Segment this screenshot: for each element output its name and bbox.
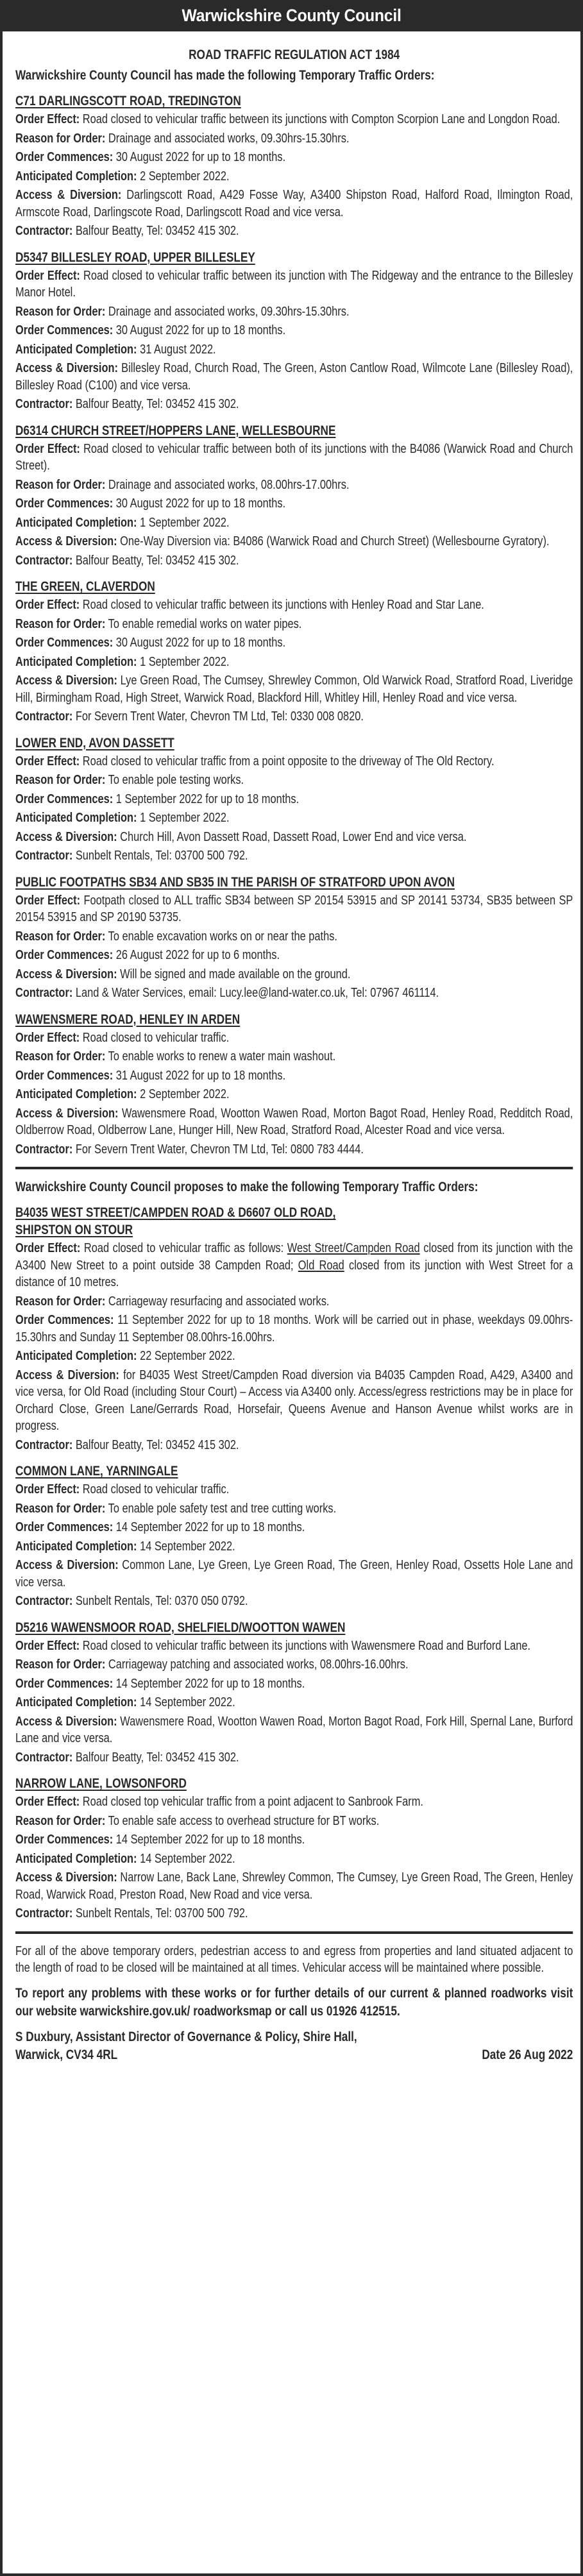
field-label: Order Commences: [15,1833,114,1847]
field-value: 14 September 2022. [140,1851,235,1866]
field-label: Access & Diversion: [15,1714,117,1729]
field-label: Order Effect: [15,112,80,126]
field-value: Sunbelt Rentals, Tel: 03700 500 792. [75,849,248,863]
field-value: 14 September 2022. [140,1539,235,1554]
order-title: D6314 CHURCH STREET/HOPPERS LANE, WELLESBOURNE [15,423,336,438]
field-value: 14 September 2022. [140,1695,235,1709]
order-commences [15,1067,573,1085]
order-commences [15,1675,573,1693]
effect-road-old-road: Old Road [298,1258,344,1273]
field-label: Access & Diversion: [15,1870,117,1885]
order-effect [15,1030,573,1047]
order-access [15,1367,573,1435]
notice-body [3,31,580,2071]
order-reason [15,616,573,633]
order-access [15,1713,573,1747]
field-value: Balfour Beatty, Tel: 03452 415 302. [75,397,239,411]
order-access [15,1869,573,1903]
order-completion [15,1851,573,1868]
field-value: Road closed to vehicular traffic between both of its junctions with the B4086 (Warwick Road and Church Street). [15,441,573,473]
order-completion [15,809,573,827]
field-value: 14 September 2022 for up to 18 months. [115,1520,305,1534]
field-value: Common Lane, Lye Green, Lye Green Road, The Green, Henley Road, Ossetts Hole Lane and vice versa. [15,1558,573,1589]
field-label: Reason for Order: [15,1501,106,1516]
signature-address: Warwick, CV34 4RL [15,2047,118,2062]
effect-road-west-street: West Street/Campden Road [287,1241,420,1255]
field-label: Access & Diversion: [15,188,122,202]
field-label: Order Commences: [15,496,114,511]
field-label: Reason for Order: [15,773,106,787]
order-title: NARROW LANE, LOWSONFORD [15,1776,187,1791]
field-label: Access & Diversion: [15,1558,119,1572]
order-title-line2: SHIPSTON ON STOUR [15,1223,133,1237]
report-problems-note: To report any problems with these works or for further details of our current & planned roadworks visit our website warwickshire.gov.uk/ roadworksmap or call us 01926 412515. [15,1985,573,2019]
field-label: Anticipated Completion: [15,811,137,825]
field-label: Access & Diversion: [15,534,117,548]
field-label: Order Effect: [15,1030,80,1045]
field-label: Access & Diversion: [15,1368,119,1382]
field-value: To enable pole safety test and tree cutting works. [108,1501,337,1516]
field-value: For Severn Trent Water, Chevron TM Ltd, Tel: 0330 008 0820. [75,709,364,724]
field-label: Contractor: [15,1437,73,1452]
order-reason [15,772,573,789]
order-access [15,966,573,983]
order-wawensmere-road-henley-in-arden [15,1011,573,1158]
field-label: Reason for Order: [15,1049,106,1063]
field-label: Order Commences: [15,1676,114,1691]
field-label: Contractor: [15,1142,73,1157]
field-value: Carriageway patching and associated works, 08.00hrs-16.00hrs. [108,1657,409,1672]
order-reason [15,1813,573,1830]
order-title [15,1204,573,1239]
order-access [15,360,573,394]
field-label: Order Effect: [15,268,80,283]
order-contractor [15,552,573,570]
field-label: Reason for Order: [15,1294,106,1309]
order-effect [15,267,573,301]
order-d5347-billesley-road-upper-billesley [15,249,573,413]
proposed-orders-intro: Warwickshire County Council proposes to make the following Temporary Traffic Orders: [15,1180,478,1194]
field-label: Order Commences: [15,948,114,962]
notice-date: Date 26 Aug 2022 [482,2047,573,2062]
council-title: Warwickshire County Council [26,0,557,31]
order-c71-darlingscott-road-tredington [15,92,573,240]
order-reason [15,1293,573,1310]
field-label: Anticipated Completion: [15,654,137,669]
field-label: Order Commences: [15,1313,114,1327]
field-value: 1 September 2022. [140,811,230,825]
order-effect [15,892,573,926]
field-value: To enable excavation works on or near the paths. [108,929,337,944]
field-value: To enable safe access to overhead structure for BT works. [108,1813,380,1828]
field-value: To enable remedial works on water pipes. [108,616,302,631]
signature-block [15,2028,573,2064]
order-effect [15,753,573,770]
field-label: Order Commences: [15,792,114,806]
field-label: Order Commences: [15,150,114,164]
order-access [15,533,573,550]
order-contractor [15,1141,573,1158]
field-value: 14 September 2022 for up to 18 months. [115,1676,305,1691]
field-label: Contractor: [15,709,73,724]
effect-text: closed from its junction with West Street for a distance of 10 metres. [15,1258,573,1289]
field-value: Drainage and associated works, 09.30hrs-15.30hrs. [108,304,350,319]
order-reason [15,130,573,148]
field-value: Road closed to vehicular traffic. [82,1482,230,1496]
order-effect [15,441,573,475]
field-label: Anticipated Completion: [15,515,137,530]
field-value: 1 September 2022. [140,654,230,669]
field-label: Contractor: [15,986,73,1000]
order-contractor [15,1905,573,1922]
field-value: Road closed to vehicular traffic between its junction with The Ridgeway and the entrance to the Billesley Manor Hotel. [15,268,573,300]
field-label: Order Effect: [15,1482,80,1496]
field-value: 14 September 2022 for up to 18 months. [115,1833,305,1847]
field-label: Order Effect: [15,1795,80,1809]
effect-text: Road closed to vehicular traffic as follows: [83,1241,287,1255]
header-banner [0,0,583,31]
field-value: Will be signed and made available on the ground. [120,967,351,981]
field-label: Contractor: [15,1750,73,1765]
field-value: 26 August 2022 for up to 6 months. [115,948,280,962]
field-value: Drainage and associated works, 09.30hrs-15.30hrs. [108,131,350,146]
field-label: Order Effect: [15,754,80,768]
field-value: Road closed to vehicular traffic between its junctions with Compton Scorpion Lane and Longdon Road. [82,112,561,126]
order-b4035-shipston [15,1204,573,1453]
field-label: Order Commences: [15,636,114,650]
section-divider [15,1167,573,1169]
field-value: To enable works to renew a water main washout. [108,1049,336,1063]
field-value: Footpath closed to ALL traffic SB34 between SP 20154 53915 and SP 20141 53734, SB35 between SP 20154 53915 and SP 20190 53735. [15,893,573,924]
field-label: Reason for Order: [15,1813,106,1828]
field-label: Contractor: [15,224,73,238]
pedestrian-access-note: For all of the above temporary orders, pedestrian access to and egress from properties and land situated adjacent to the length of road to be closed will be maintained at all times. Vehicular access will be maintained where possible. [15,1944,573,1975]
order-common-lane-yarningale [15,1462,573,1610]
field-value: Church Hill, Avon Dassett Road, Dassett Road, Lower End and vice versa. [120,829,467,844]
made-orders-intro: Warwickshire County Council has made the following Temporary Traffic Orders: [15,68,435,83]
order-reason [15,303,573,321]
order-commences [15,495,573,513]
field-label: Order Effect: [15,893,81,908]
order-completion [15,168,573,185]
field-value: Lye Green Road, The Cumsey, Shrewley Common, Old Warwick Road, Stratford Road, Liveridge Hill, Birmingham Road, High Street, Warwick Road, Blackford Hill, Whitley Hill, Henley Road and vice versa. [15,674,573,705]
order-access [15,1557,573,1591]
field-value: Road closed top vehicular traffic from a point adjacent to Sanbrook Farm. [82,1795,423,1809]
field-label: Reason for Order: [15,616,106,631]
field-value: for B4035 West Street/Campden Road diversion via B4035 Campden Road, A429, A3400 and vice versa, for Old Road (including Stour Court) – Access via A3400 only. Access/egress restrictions may be in place for Orchard Close, Green Lane/Gerrards Road, Horsefair, Queens Avenue and Hanson Avenue whilst works are in progress. [15,1368,573,1433]
act-title: ROAD TRAFFIC REGULATION ACT 1984 [189,47,400,62]
field-value: Balfour Beatty, Tel: 03452 415 302. [75,1437,239,1452]
field-value: Darlingscott Road, A429 Fosse Way, A3400 Shipston Road, Halford Road, Ilmington Road, Armscote Road, Darlingscote Road, Darlingscott Road and vice versa. [15,188,573,219]
field-value: Drainage and associated works, 08.00hrs-17.00hrs. [108,477,350,492]
order-d5216-wawensmoor-road-shelfield-wootton-wawen [15,1619,573,1767]
field-value: 2 September 2022. [140,169,230,183]
field-value: One-Way Diversion via: B4086 (Warwick Road and Church Street) (Wellesbourne Gyratory). [120,534,550,548]
order-access [15,672,573,706]
field-label: Reason for Order: [15,477,106,492]
section-divider [15,1931,573,1934]
field-label: Order Commences: [15,323,114,337]
order-access [15,187,573,221]
order-commences [15,1519,573,1536]
order-contractor [15,847,573,865]
order-contractor [15,1593,573,1610]
order-public-footpaths-sb34-and-sb35-in-the-parish-of-stratford-upon-avon [15,874,573,1002]
field-value: Road closed to vehicular traffic from a point opposite to the driveway of The Old Rectory. [82,754,494,768]
order-access [15,829,573,846]
field-value: For Severn Trent Water, Chevron TM Ltd, Tel: 0800 783 4444. [75,1142,364,1157]
field-value: Carriageway resurfacing and associated works. [108,1294,330,1309]
field-label: Order Effect: [15,1241,81,1255]
order-effect [15,597,573,614]
order-completion [15,1086,573,1103]
order-lower-end-avon-dassett [15,734,573,865]
condensed-text-column [15,47,573,2064]
order-reason [15,1656,573,1674]
field-value: 11 September 2022 for up to 18 months. Work will be carried out in phase, weekdays 09.00hrs-15.30hrs and Sunday 11 September 08.00hrs-16.00hrs. [15,1313,573,1344]
field-value: 31 August 2022 for up to 18 months. [115,1068,286,1083]
order-commences [15,791,573,808]
order-commences [15,322,573,339]
field-value: Wawensmere Road, Wootton Wawen Road, Morton Bagot Road, Fork Hill, Spernal Lane, Burford Lane and vice versa. [15,1714,573,1745]
field-value: Wawensmere Road, Wootton Wawen Road, Morton Bagot Road, Henley Road, Redditch Road, Oldberrow Road, Oldberrow Lane, Hunger Hill, New Road, Stratford Road, Alcester Road and vice versa. [15,1106,573,1137]
field-value: 30 August 2022 for up to 18 months. [115,150,286,164]
order-reason [15,1048,573,1065]
order-reason [15,1500,573,1518]
order-contractor [15,1749,573,1767]
order-completion [15,654,573,671]
order-reason [15,477,573,494]
field-label: Order Effect: [15,1638,80,1653]
field-value: Narrow Lane, Back Lane, Shrewley Common, The Cumsey, Lye Green Road, The Green, Henley Road, Warwick Road, Preston Road, New Road and vice versa. [15,1870,573,1902]
field-value: Sunbelt Rentals, Tel: 03700 500 792. [75,1906,248,1920]
order-effect [15,111,573,128]
order-title-line1: B4035 WEST STREET/CAMPDEN ROAD & D6607 OLD ROAD, [15,1205,336,1220]
signature-line1: S Duxbury, Assistant Director of Governance & Policy, Shire Hall, [15,2029,357,2044]
order-contractor [15,223,573,240]
order-contractor [15,1437,573,1454]
order-commences [15,1831,573,1849]
order-title: WAWENSMERE ROAD, HENLEY IN ARDEN [15,1012,241,1027]
field-label: Access & Diversion: [15,361,118,375]
order-narrow-lane-lowsonford [15,1775,573,1922]
field-label: Anticipated Completion: [15,1087,137,1101]
field-value: 30 August 2022 for up to 18 months. [115,636,286,650]
field-value: 1 September 2022. [140,515,230,530]
field-label: Contractor: [15,1906,73,1920]
order-reason [15,928,573,945]
field-value: Balfour Beatty, Tel: 03452 415 302. [75,553,239,568]
order-effect [15,1481,573,1498]
field-value: Billesley Road, Church Road, The Green, Aston Cantlow Road, Wilmcote Lane (Billesley Road), Billesley Road (C100) and vice versa. [15,361,573,393]
order-commences [15,634,573,652]
field-label: Anticipated Completion: [15,1349,137,1363]
field-label: Anticipated Completion: [15,169,137,183]
field-label: Order Commences: [15,1068,114,1083]
effect-text: closed from its junction with the A3400 New Street to a point outside 38 Campden Road; [15,1241,573,1273]
field-label: Anticipated Completion: [15,342,137,357]
field-label: Order Commences: [15,1520,114,1534]
order-d6314-church-street-hoppers-lane-wellesbourne [15,422,573,570]
order-title: D5216 WAWENSMOOR ROAD, SHELFIELD/WOOTTON WAWEN [15,1620,346,1635]
field-label: Contractor: [15,397,73,411]
proposed-orders-list [15,1462,573,1922]
order-commences [15,947,573,964]
field-label: Access & Diversion: [15,829,117,844]
field-value: Road closed to vehicular traffic. [82,1030,230,1045]
field-label: Contractor: [15,849,73,863]
order-completion [15,341,573,359]
field-label: Order Effect: [15,598,80,612]
field-label: Anticipated Completion: [15,1851,137,1866]
field-label: Reason for Order: [15,1657,106,1672]
order-contractor [15,708,573,725]
field-label: Reason for Order: [15,304,106,319]
signature-row [15,2046,573,2064]
field-label: Access & Diversion: [15,1106,119,1121]
field-value: Road closed to vehicular traffic between its junctions with Wawensmere Road and Burford Lane. [82,1638,531,1653]
order-title: THE GREEN, CLAVERDON [15,579,155,594]
order-effect [15,1793,573,1811]
field-value: Sunbelt Rentals, Tel: 0370 050 0792. [75,1594,248,1608]
field-label: Order Effect: [15,441,80,456]
field-label: Anticipated Completion: [15,1695,137,1709]
field-value: 31 August 2022. [140,342,216,357]
field-label: Anticipated Completion: [15,1539,137,1554]
order-completion [15,1538,573,1555]
field-value: 30 August 2022 for up to 18 months. [115,496,286,511]
order-contractor [15,985,573,1002]
order-the-green-claverdon [15,578,573,725]
order-title: COMMON LANE, YARNINGALE [15,1464,178,1479]
order-access [15,1105,573,1139]
field-value: To enable pole testing works. [108,773,244,787]
order-title: C71 DARLINGSCOTT ROAD, TREDINGTON [15,94,241,108]
field-label: Access & Diversion: [15,967,117,981]
order-title: LOWER END, AVON DASSETT [15,735,174,750]
order-completion [15,1694,573,1711]
field-label: Reason for Order: [15,131,106,146]
order-commences [15,149,573,166]
field-value: 1 September 2022 for up to 18 months. [115,792,300,806]
field-value: Land & Water Services, email: Lucy.lee@land-water.co.uk, Tel: 07967 461114. [75,986,439,1000]
order-effect [15,1638,573,1655]
field-value: Balfour Beatty, Tel: 03452 415 302. [75,1750,239,1765]
field-label: Reason for Order: [15,929,106,944]
order-title: PUBLIC FOOTPATHS SB34 AND SB35 IN THE PARISH OF STRATFORD UPON AVON [15,874,455,890]
field-value: 22 September 2022. [140,1349,235,1363]
field-value: Road closed to vehicular traffic between its junctions with Henley Road and Star Lane. [82,598,484,612]
field-value: 30 August 2022 for up to 18 months. [115,323,286,337]
order-completion [15,514,573,532]
order-title: D5347 BILLESLEY ROAD, UPPER BILLESLEY [15,250,255,265]
field-label: Contractor: [15,1594,73,1608]
field-label: Contractor: [15,553,73,568]
order-contractor [15,396,573,413]
order-completion [15,1348,573,1365]
order-commences [15,1312,573,1346]
field-value: 2 September 2022. [140,1087,230,1101]
field-label: Access & Diversion: [15,674,117,688]
field-value: Balfour Beatty, Tel: 03452 415 302. [75,224,239,238]
made-orders-list [15,92,573,1158]
order-effect [15,1240,573,1291]
